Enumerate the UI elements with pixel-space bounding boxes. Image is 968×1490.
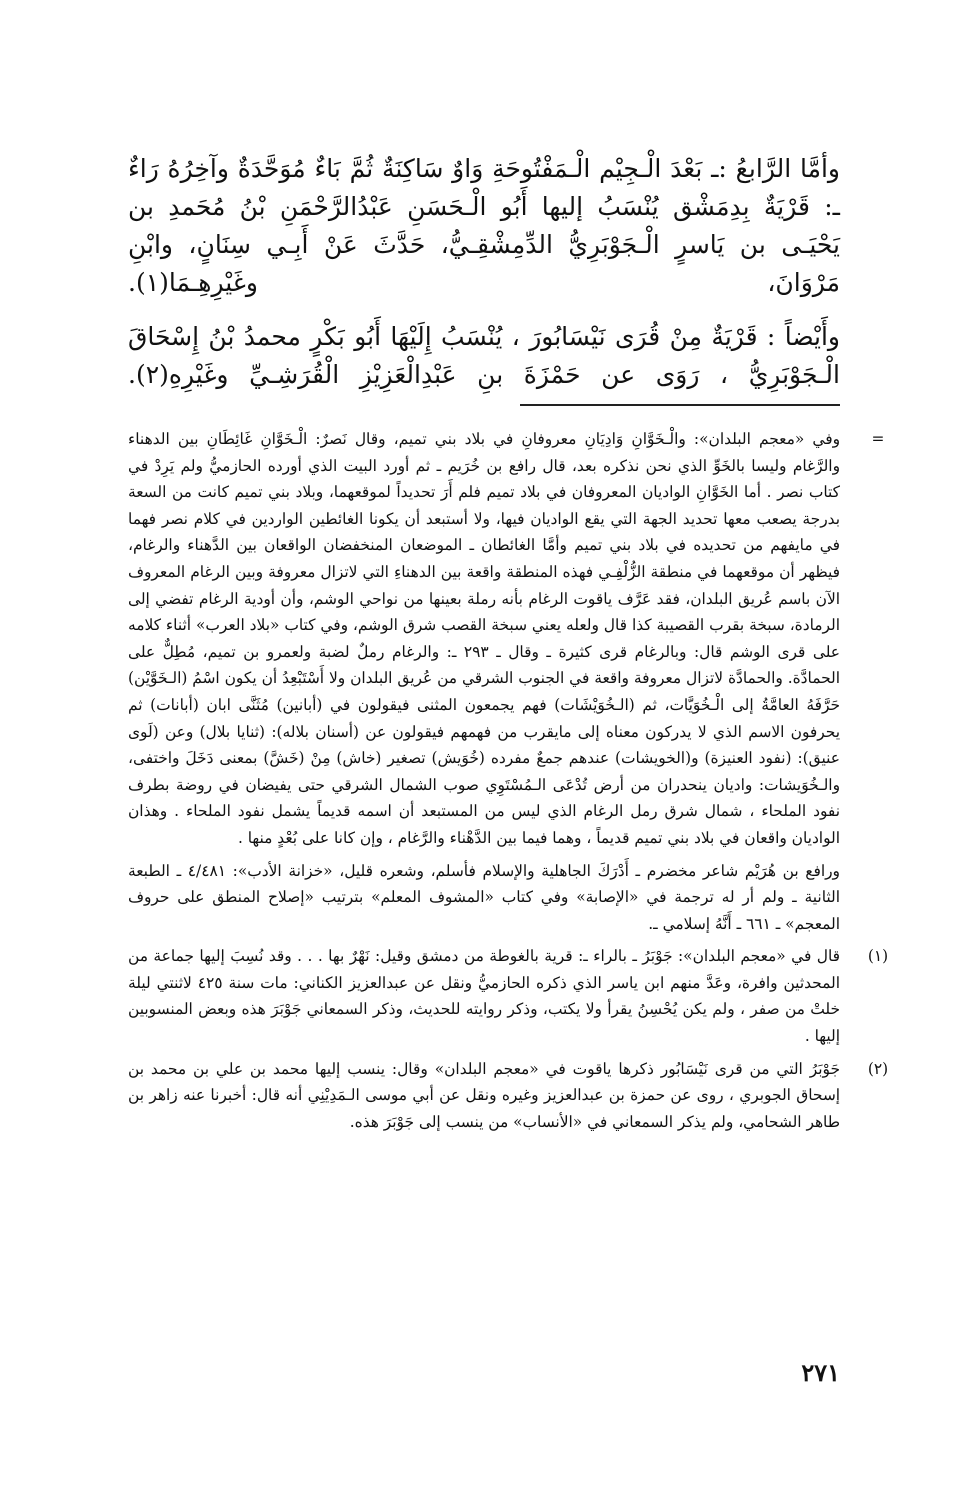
footnote-text: وفي «معجم البلدان»: والْـخَوَّانِ وَادِيَانِ معروفانِ في بلاد بني تميم، وقال نَصرٌ: الْـخَوَّانِ غَائِطَانِ بين الدهناء والرَّغام وليسا بالخَوِّ الذي نحن نذكره بعد، قال رافع بن خُرَيم ـ ثم أورد البيت الذي أورده الحازميُّ ولم يَرِدْ في كتاب نصر . أما الخَوَّانِ الواديان المعروفان في بلاد تميم فلم أَرَ تحديداً لموقعهما، وبلاد بني تميم كانت من السعة بدرجة يصعب معها تحديد الجهة التي يقع الواديان فيها، ولا أستبعد أن يكونا الغائطين الواردين في كلام نصر فهما في مايفهم من تحديده في بلاد بني تميم وأمَّا الغائطان ـ الموضعان المنخفضان الواقعان بين الدَّهناء والرغام، فيظهر أن موقعهما في منطقة الزُّلْفِـي فهذه المنطقة واقعة بين الدهناءِ التي لاتزال معروفة وبين الرغام المعروف الآن باسم عُريق البلدان، فقد عَرَّف ياقوت الرغام بأنه رملة بعينها من نواحي الوشم، وأن أودية الرغام تفضي إلى الرمادة، سبخة بقرب القصيبة كذا قال ولعله يعني سبخة القصب شرق الوشم، وفي كتاب «بلاد العرب» أثناء كلامه على قرى الوشم قال: وبالرغام قرى كثيرة ـ وقال ـ ٢٩٣ ـ: والرغام رملٌ لضبة ولعمرو بن تميم، مُطِلٌّ على الحمادَّة. والحمادَّة لاتزال معروفة واقعة في الجنوب الشرقي من عُريق البلدان ولا أَسْتَبْعِدُ أن يكون اسْمُ (الـخَوَّيْن) حَرَّفَهُ العامَّةُ إلى الْـخُوَيَّات، ثم (الـخُوَيْشَات) فهم يجمعون المثنى فيقولون في (أبانين) مُثَنَّى ابان (أبانات) ثم يحرفون الاسم الذي لا يدركون معناه إلى مايقرب من فهمهم فيقولون عن (أسنان بلاله): (ثنايا بلال) وعن (لَوى عنيق): (نفود العنيزة) و(الخويشات) عندهم جمعٌ مفرده (خُوَيش) تصغير (خاش) مِنْ (خَشَّ) بمعنى دَخَلَ واختفى، والـخُوَيشات: واديان ينحدران من أرض تُدْعَى الـمُسْتَوِي صوب الشمال الشرقي حتى يفيضان في روضة بطرف نفود الملحاء ، شمال شرق رمل الرغام الذي ليس من المستبعد أن اسمه قديماً يشمل نفود الملحاء . وهذان الواديان واقعان في بلاد بني تميم قديماً ، وهما فيما بين الدَّهْناء والرَّغام ، وإن كانا على بُعْدٍ منها . [128,430,840,847]
footnote-text: جَوْبَرُ التي من قرى نَيْسَابُور ذكرها ياقوت في «معجم البلدان» وقال: ينسب إليها محمد بن علي بن محمد بن إسحاق الجوبري ، روى عن حمزة بن عبدالعزيز وغيره ونقل عن أبي موسى الـمَدِيْنِي أنه قال: أخبرنا عنه زاهر بن طاهر الشحامي، ولم يذكر السمعاني في «الأنساب» من ينسب إلى جَوْبَرَ هذه. [128,1059,840,1131]
page-number: ٢٧١ [801,1358,840,1387]
main-paragraph-2: وأَيْضاً : قَرْيَةٌ مِنْ قُرَى نَيْسَابُورَ ، يُنْسَبُ إِلَيْهَا أَبُو بَكْرٍ محمدُ بْنُ إِسْحَاقَ الْـجَوْبَرِيُّ ، رَوَى عن حَمْزَةَ بنِ عَبْدِالْعَزِيْزِ الْقُرَشِـيِّ وغَيْرِهِ(٢). [128,322,840,389]
main-paragraph-1: وأمَّا الرَّابعُ :ـ بَعْدَ الْـجِيْم الْـمَفْتُوحَةِ وَاوٌ سَاكِنَةٌ ثُمَّ بَاءٌ مُوَحَّدَةٌ وآخِرُهُ رَاءٌ ـ: قَرْيَةٌ بِدِمَشْق يُنْسَبُ إليها أَبُو الْـحَسَنِ عَبْدُالرَّحْمَنِ بْنُ مُحَمدِ بن يَحْيَـى بن يَاسرٍ الْـجَوْبَرِيُّ الدِّمِشْقِـيُّ، حَدَّثَ عَنْ أَبِـي سِنَانٍ، وابْنِ مَرْوَانَ، وغَيْرِهِـمَا(١). [128,154,840,297]
footnote-divider [520,404,840,406]
footnote-marker: (٢) [867,1059,889,1078]
footnote-marker: (١) [867,947,889,966]
footnote-1 [128,943,889,1049]
footnote-2 [128,1056,889,1136]
footnote-continuation-2 [128,858,840,938]
footnote-text: ورافع بن هُرَيْم شاعر مخضرم ـ أَدْرَكَ الجاهلية والإسلام فأسلم، وشعره قليل، «خزانة الأدب»: ٤/٤٨١ ـ الطبعة الثانية ـ ولم أر له ترجمة في «الإصابة» وفي كتاب «المشوف المعلم» بترتيب «إصلاح المنطق على حروف المعجم» ـ ٦٦١ ـ أَنَّهُ إسلامي ـ. [128,861,840,933]
main-text-body [128,150,840,410]
footnotes-section [128,426,889,1141]
footnote-continuation [128,426,885,852]
footnote-marker: = [871,430,885,448]
footnote-text: قال في «معجم البلدان»: جَوْبَرُ ـ بالراء ـ: قرية بالغوطة من دمشق وقيل: نَهْرٌ بها . . . وقد نُسِبَ إليها جماعة من المحدثين وافرة، وعَدَّ منهم ابن ياسر الذي ذكره الحازميُّ ونقل عن عبدالعزيز الكناني: مات سنة ٤٢٥ لاثنتي ليلة خلتْ من صفر ، ولم يكن يُحْسِنُ يقرأ ولا يكتب، وذكر روايته للحديث، وذكر السمعاني جَوْبَرَ هذه وبعض المنسوبين إليها . [128,947,840,1046]
